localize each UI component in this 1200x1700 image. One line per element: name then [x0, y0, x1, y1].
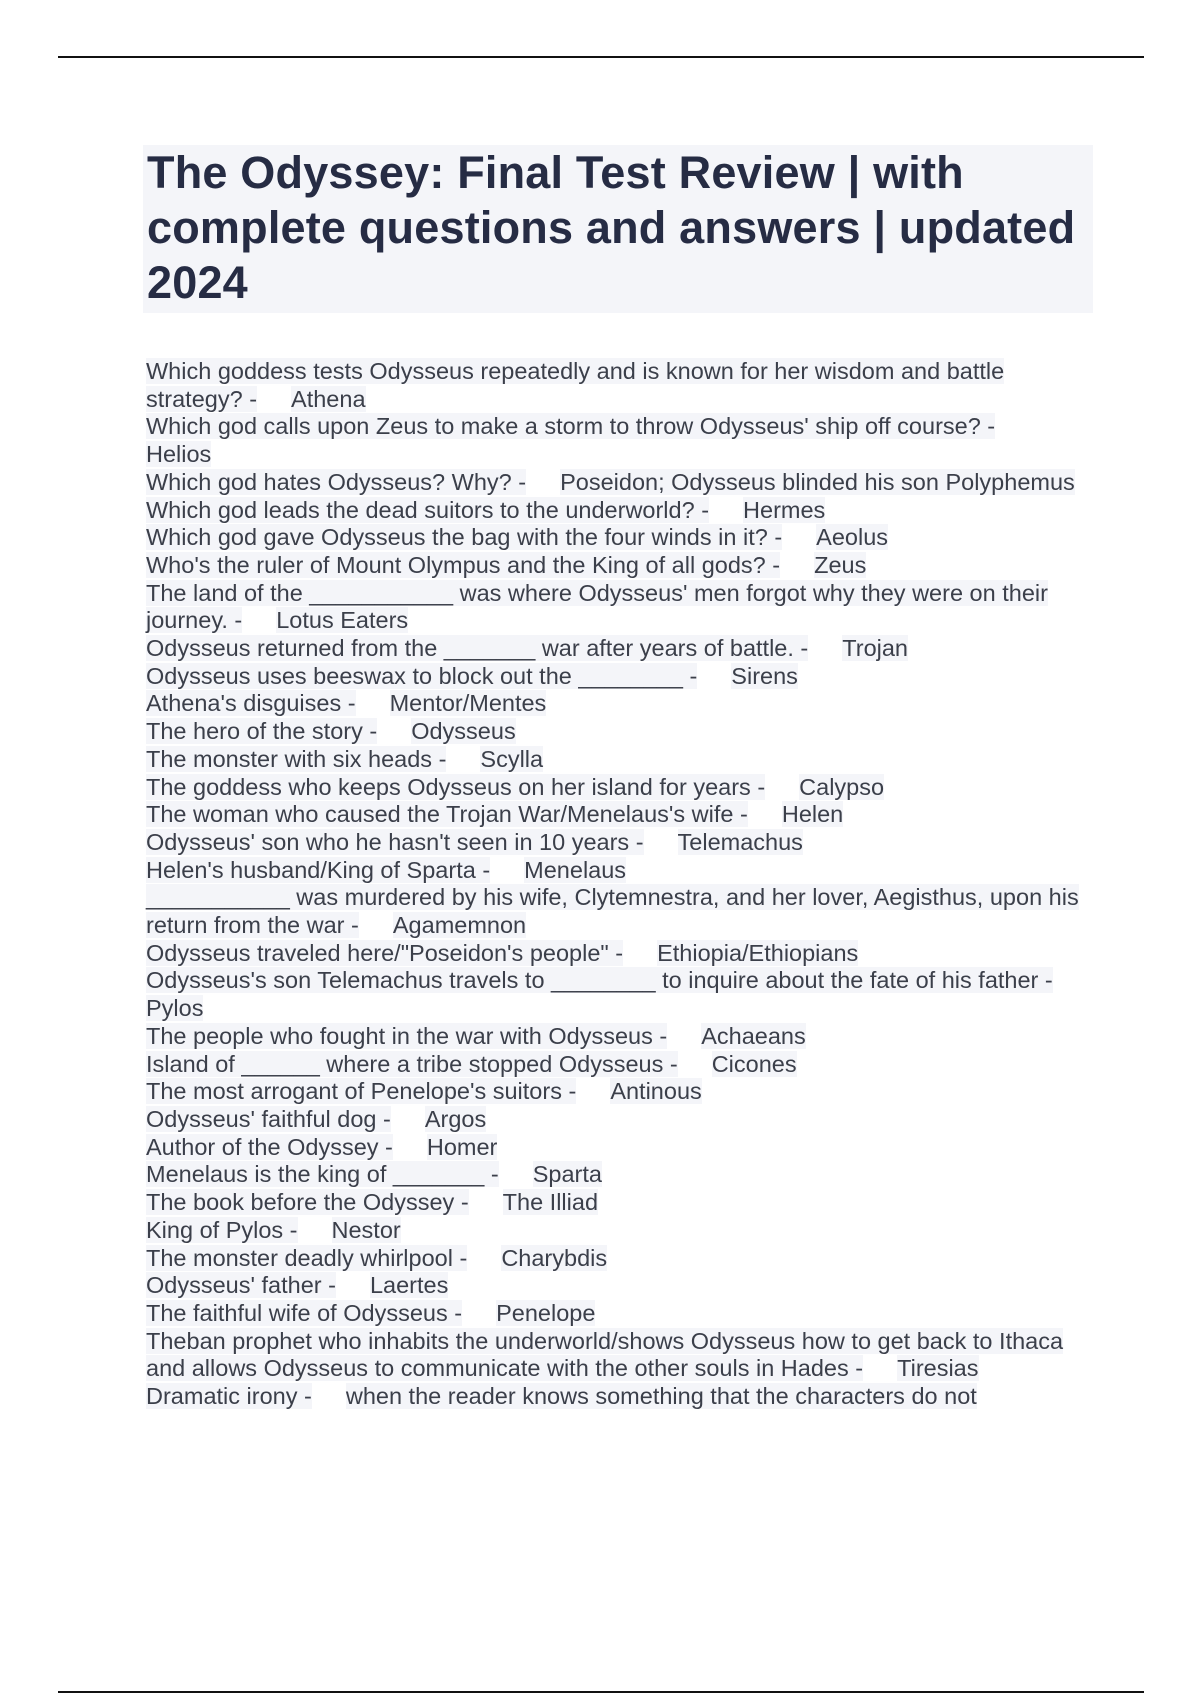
- question: The faithful wife of Odysseus -: [146, 1299, 463, 1326]
- question: The book before the Odyssey -: [146, 1189, 469, 1216]
- question: The land of the ___________ was where Odysseus' men forgot why they were on their journey. -: [146, 579, 1048, 634]
- qa-item: [146, 690, 1091, 718]
- answer: Aeolus: [816, 524, 889, 551]
- qa-item: [146, 635, 1091, 663]
- qa-item: [146, 469, 1091, 497]
- answer: when the reader knows something that the characters do not: [345, 1383, 977, 1410]
- qa-item: [146, 497, 1091, 525]
- qa-item: [146, 1106, 1091, 1134]
- qa-item: [146, 524, 1091, 552]
- answer: Achaeans: [701, 1022, 806, 1049]
- answer: Telemachus: [677, 828, 803, 855]
- question: Athena's disguises -: [146, 690, 356, 717]
- qa-item: [146, 884, 1091, 939]
- answer: Argos: [424, 1105, 487, 1132]
- question: King of Pylos -: [146, 1216, 298, 1243]
- bottom-rule: [58, 1691, 1144, 1693]
- answer: Penelope: [496, 1299, 596, 1326]
- qa-item: [146, 358, 1091, 413]
- question: ___________ was murdered by his wife, Clytemnestra, and her lover, Aegisthus, upon his return from the war -: [146, 884, 1079, 939]
- question: The most arrogant of Penelope's suitors -: [146, 1078, 577, 1105]
- answer: Ethiopia/Ethiopians: [657, 939, 859, 966]
- qa-item: [146, 663, 1091, 691]
- answer: Scylla: [480, 745, 544, 772]
- qa-item: [146, 1078, 1091, 1106]
- qa-item: [146, 413, 1091, 468]
- answer: Helen: [781, 801, 844, 828]
- answer: Menelaus: [524, 856, 627, 883]
- question: Who's the ruler of Mount Olympus and the King of all gods? -: [146, 551, 781, 578]
- qa-item: [146, 746, 1091, 774]
- qa-item: [146, 1217, 1091, 1245]
- answer: Poseidon; Odysseus blinded his son Polyphemus: [560, 468, 1075, 495]
- question: The monster with six heads -: [146, 745, 447, 772]
- qa-item: [146, 774, 1091, 802]
- qa-item: [146, 552, 1091, 580]
- qa-item: [146, 1023, 1091, 1051]
- qa-item: [146, 1245, 1091, 1273]
- question: Odysseus returned from the _______ war after years of battle. -: [146, 635, 809, 662]
- question: The hero of the story -: [146, 718, 378, 745]
- qa-item: [146, 967, 1091, 1022]
- answer: Odysseus: [411, 718, 516, 745]
- question: Odysseus traveled here/"Poseidon's people" -: [146, 939, 624, 966]
- page-title: The Odyssey: Final Test Review | with complete questions and answers | updated 2024: [147, 147, 1076, 308]
- question: Odysseus' father -: [146, 1272, 336, 1299]
- answer: Lotus Eaters: [276, 607, 409, 634]
- question: Odysseus' son who he hasn't seen in 10 years -: [146, 828, 644, 855]
- question: Theban prophet who inhabits the underworld/shows Odysseus how to get back to Ithaca and allows Odysseus to communicate with the other souls in Hades -: [146, 1327, 1064, 1382]
- top-rule: [58, 56, 1144, 58]
- qa-item: [146, 1051, 1091, 1079]
- qa-item: [146, 1189, 1091, 1217]
- answer: Cicones: [711, 1050, 797, 1077]
- question: Dramatic irony -: [146, 1383, 312, 1410]
- qa-item: [146, 1161, 1091, 1189]
- question: Which god calls upon Zeus to make a storm to throw Odysseus' ship off course? -: [146, 413, 996, 440]
- answer: Hermes: [743, 496, 826, 523]
- qa-item: [146, 1300, 1091, 1328]
- question: The woman who caused the Trojan War/Menelaus's wife -: [146, 801, 748, 828]
- answer: Homer: [426, 1133, 498, 1160]
- answer: Tiresias: [897, 1355, 979, 1382]
- answer: Helios: [146, 441, 212, 468]
- answer: Trojan: [842, 635, 909, 662]
- qa-item: [146, 829, 1091, 857]
- qa-item: [146, 801, 1091, 829]
- qa-item: [146, 1134, 1091, 1162]
- answer: Agamemnon: [392, 912, 527, 939]
- question: Menelaus is the king of _______ -: [146, 1161, 499, 1188]
- question: Which goddess tests Odysseus repeatedly and is known for her wisdom and battle strategy? -: [146, 358, 1005, 412]
- question: Island of ______ where a tribe stopped Odysseus -: [146, 1050, 678, 1077]
- answer: Laertes: [369, 1272, 449, 1299]
- answer: Sirens: [731, 662, 798, 689]
- answer: Mentor/Mentes: [389, 690, 547, 717]
- answer: Athena: [291, 385, 366, 412]
- qa-item: [146, 940, 1091, 968]
- question: Odysseus uses beeswax to block out the ________ -: [146, 662, 698, 689]
- qa-list: [146, 358, 1091, 1411]
- qa-item: [146, 1272, 1091, 1300]
- qa-item: [146, 1328, 1091, 1383]
- answer: Nestor: [331, 1216, 401, 1243]
- question: Odysseus' faithful dog -: [146, 1105, 391, 1132]
- question: Which god gave Odysseus the bag with the four winds in it? -: [146, 524, 783, 551]
- answer: The Illiad: [502, 1189, 599, 1216]
- answer: Zeus: [814, 551, 867, 578]
- qa-item: [146, 580, 1091, 635]
- answer: Calypso: [799, 773, 885, 800]
- title-box: [143, 145, 1093, 313]
- question: Which god hates Odysseus? Why? -: [146, 468, 527, 495]
- question: Which god leads the dead suitors to the underworld? -: [146, 496, 710, 523]
- qa-item: [146, 718, 1091, 746]
- question: The goddess who keeps Odysseus on her island for years -: [146, 773, 766, 800]
- qa-item: [146, 1383, 1091, 1411]
- answer: Pylos: [146, 995, 204, 1022]
- question: Author of the Odyssey -: [146, 1133, 393, 1160]
- answer: Sparta: [532, 1161, 602, 1188]
- answer: Antinous: [610, 1078, 702, 1105]
- question: The people who fought in the war with Odysseus -: [146, 1022, 668, 1049]
- answer: Charybdis: [501, 1244, 608, 1271]
- qa-item: [146, 857, 1091, 885]
- question: Helen's husband/King of Sparta -: [146, 856, 491, 883]
- question: Odysseus's son Telemachus travels to ________ to inquire about the fate of his father -: [146, 967, 1053, 994]
- question: The monster deadly whirlpool -: [146, 1244, 468, 1271]
